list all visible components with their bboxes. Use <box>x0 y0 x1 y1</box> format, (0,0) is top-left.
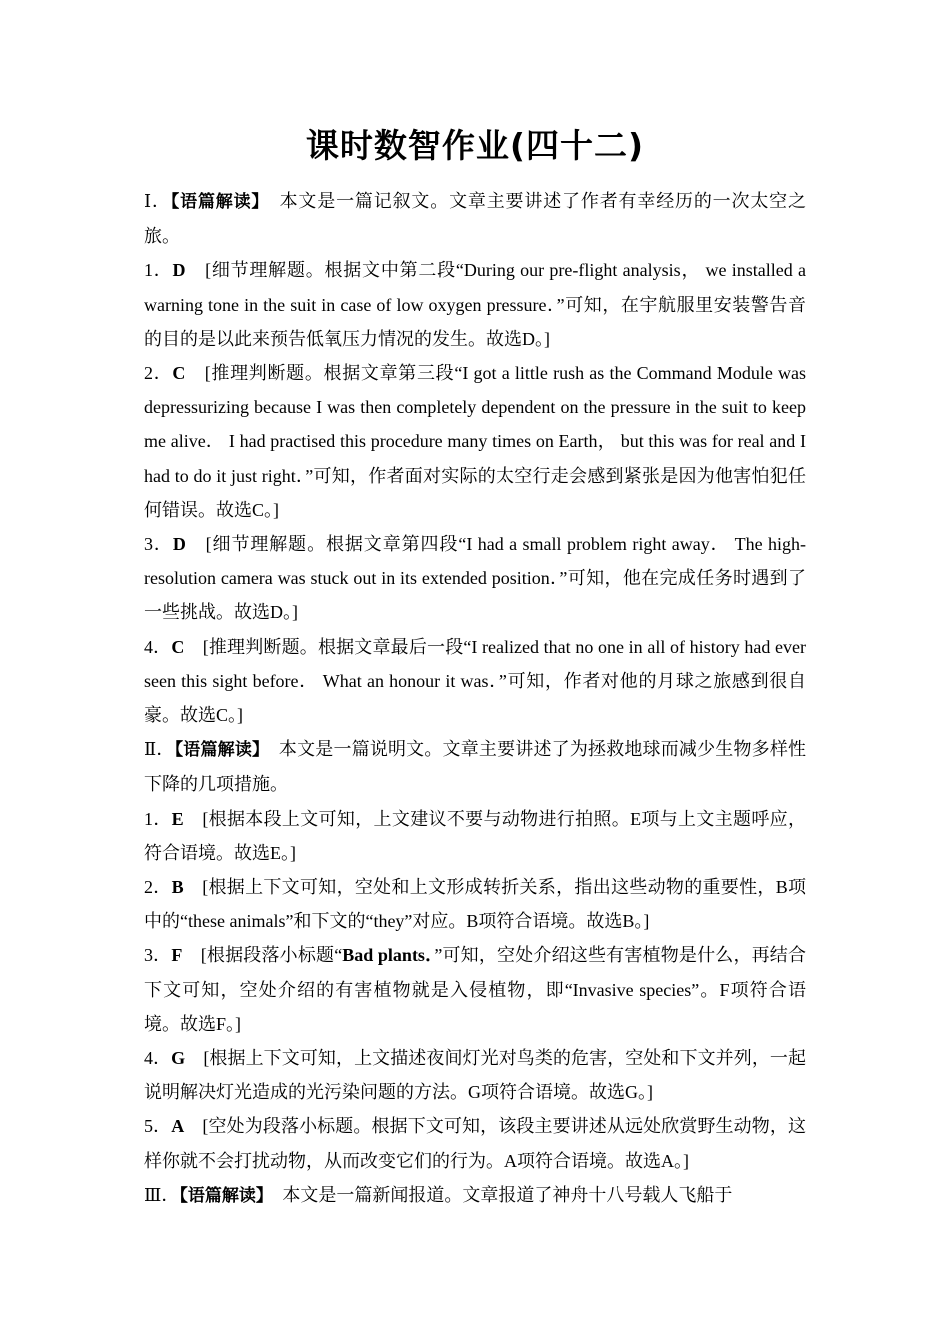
item-explanation: [推理判断题。根据文章第三段“I got a little rush as the Command Module was depressurizing because I was then completely dependent on the pressure in the suit to keep me alive． I had practised this procedure many times on Earth， but this was for real and I had to do it just right．”可知，作者面对实际的太空行走会感到紧张是因为他害怕犯任何错误。故选C。] <box>144 363 806 520</box>
item-answer: B <box>171 877 184 898</box>
item-answer: D <box>172 534 186 555</box>
section-numeral: Ⅲ． <box>144 1184 180 1205</box>
answer-item <box>144 1109 806 1177</box>
item-number: 4． <box>144 1048 172 1069</box>
answer-item <box>144 356 806 527</box>
section-numeral: Ⅰ． <box>144 191 171 211</box>
answer-item <box>144 802 806 870</box>
item-number: 3． <box>144 534 173 555</box>
item-explanation: [细节理解题。根据文章第四段“I had a small problem right away． The high-resolution camera was stuck out in its extended position．”可知，他在完成任务时遇到了一些挑战。故选D。] <box>144 534 806 623</box>
page-title: 课时数智作业(四十二) <box>305 126 645 165</box>
answer-item <box>144 938 806 1041</box>
item-explanation-cont: ”可知，空处介绍这些有害植物是什么，再结合下文可知，空处介绍的有害植物就是入侵植物，即“Invasive species”。F项符合语境。故选F。] <box>144 945 806 1034</box>
section-label: 【语篇解读】 <box>170 192 261 212</box>
section-summary: 本文是一篇记叙文。文章主要讲述了作者有幸经历的一次太空之旅。 <box>144 191 806 247</box>
item-explanation: [根据段落小标题“ <box>182 945 343 966</box>
item-number: 1． <box>144 808 172 829</box>
section-summary: 本文是一篇说明文。文章主要讲述了为拯救地球而减少生物多样性下降的几项措施。 <box>144 739 807 795</box>
section-1-intro <box>144 184 806 253</box>
item-answer: C <box>171 636 185 657</box>
item-number: 4． <box>144 636 172 657</box>
item-number: 2． <box>144 877 172 898</box>
item-number: 1． <box>144 260 173 281</box>
item-number: 5． <box>144 1116 172 1137</box>
item-explanation: [细节理解题。根据文中第二段“During our pre-flight analysis， we installed a warning tone in the suit in case of low oxygen pressure．”可知，在宇航服里安装警告音的目的是以此来预告低氧压力情况的发生。故选D。] <box>144 260 806 349</box>
section-2-intro <box>144 732 806 801</box>
section-numeral: Ⅱ． <box>144 739 175 760</box>
answer-item <box>144 1041 806 1109</box>
item-answer: A <box>171 1116 185 1137</box>
item-number: 3． <box>144 945 172 966</box>
answer-body <box>144 184 806 1213</box>
item-answer: G <box>171 1048 186 1069</box>
section-3-intro <box>144 1178 806 1213</box>
item-number: 2． <box>144 363 173 384</box>
item-explanation: [根据本段上文可知，上文建议不要与动物进行拍照。E项与上文主题呼应，符合语境。故选E。] <box>144 808 806 863</box>
answer-item <box>144 253 806 356</box>
answer-item <box>144 630 806 733</box>
item-answer: F <box>171 945 183 966</box>
item-answer: E <box>171 808 184 829</box>
answer-item <box>144 527 806 630</box>
section-summary: 本文是一篇新闻报道。文章报道了神舟十八号载人飞船于 <box>264 1184 733 1205</box>
item-answer: D <box>172 260 186 281</box>
section-label: 【语篇解读】 <box>174 740 261 761</box>
item-bold-phrase: Bad plants． <box>342 945 435 966</box>
item-explanation: [根据上下文可知，上文描述夜间灯光对鸟类的危害，空处和下文并列，一起说明解决灯光造成的光污染问题的方法。G项符合语境。故选G。] <box>144 1048 807 1103</box>
item-answer: C <box>172 363 186 384</box>
item-explanation: [空处为段落小标题。根据下文可知，该段主要讲述从远处欣赏野生动物，这样你就不会打扰动物，从而改变它们的行为。A项符合语境。故选A。] <box>144 1116 806 1171</box>
section-label: 【语篇解读】 <box>179 1185 265 1206</box>
answer-item <box>144 870 806 938</box>
item-explanation: [推理判断题。根据文章最后一段“I realized that no one in all of history had ever seen this sight before． What an honour it was．”可知，作者对他的月球之旅感到很自豪。故选C。] <box>144 636 807 726</box>
item-explanation: [根据上下文可知，空处和上文形成转折关系，指出这些动物的重要性，B项中的“these animals”和下文的“they”对应。B项符合语境。故选B。] <box>144 877 806 932</box>
